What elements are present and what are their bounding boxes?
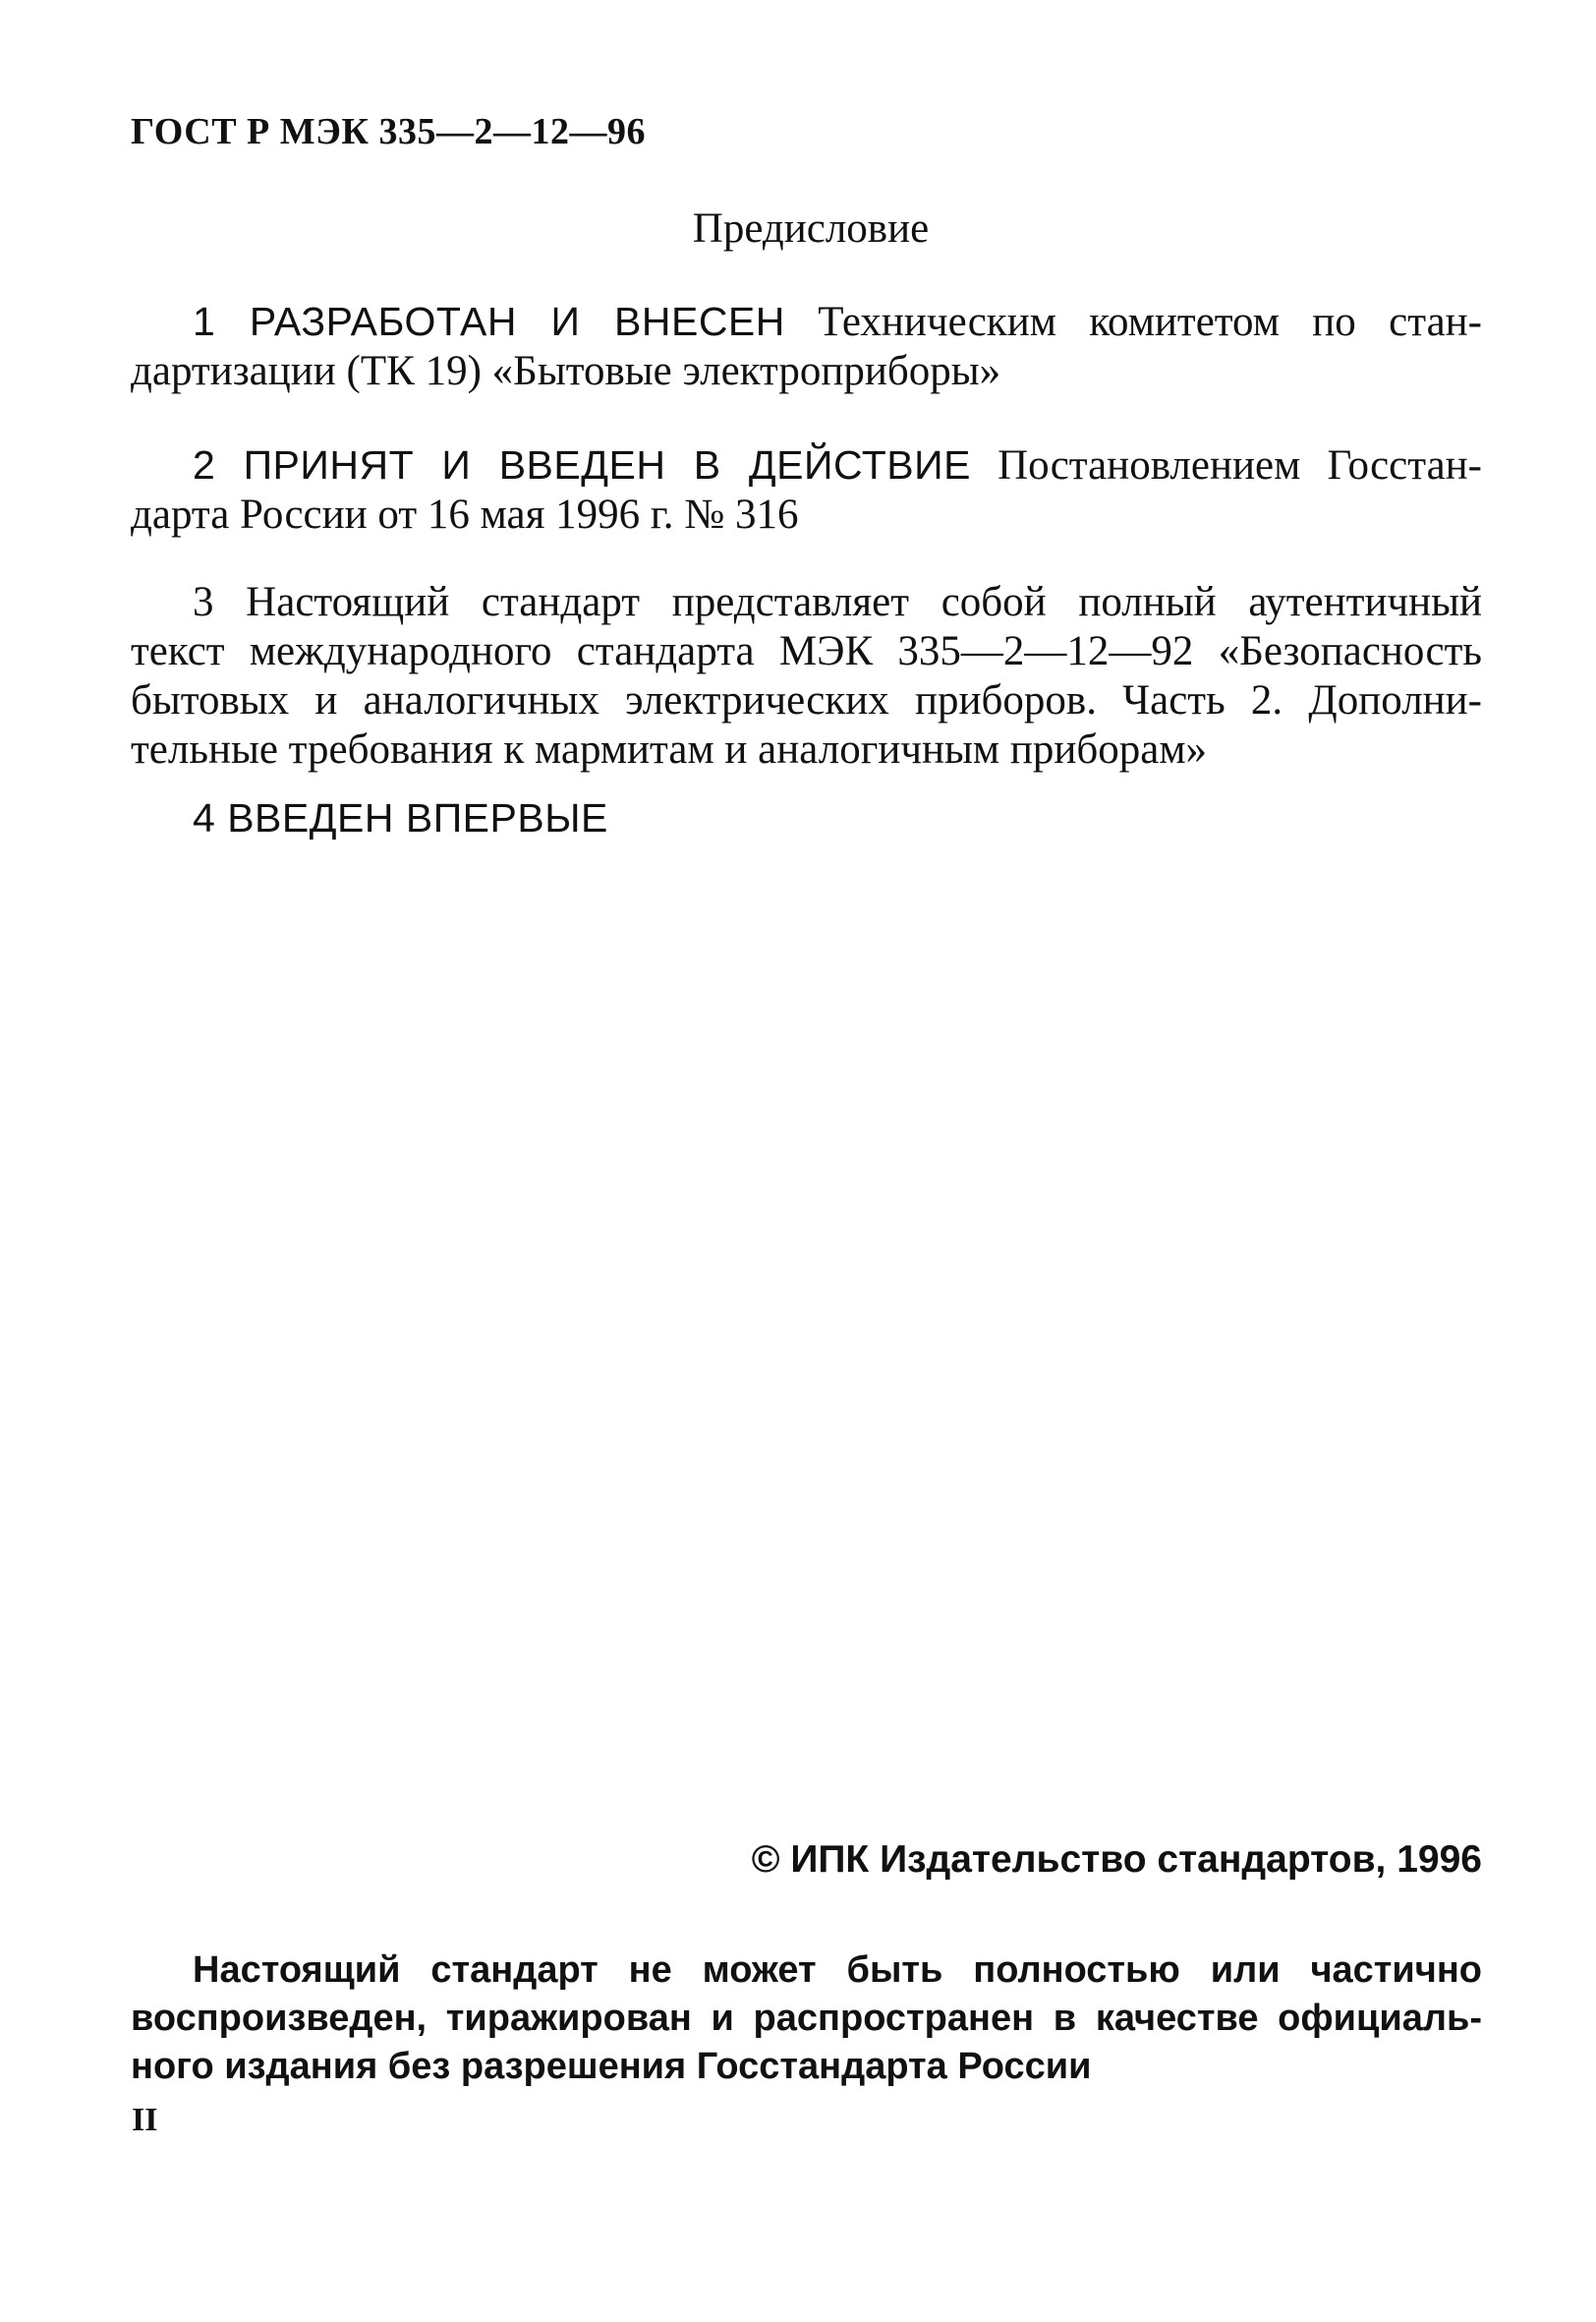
reproduction-notice-line-2: воспроизведен, тиражирован и распространен в качестве официаль- bbox=[131, 1998, 1482, 2039]
page-number: II bbox=[132, 2102, 158, 2138]
preface-item-1-lead: 1 РАЗРАБОТАН И ВНЕСЕН bbox=[193, 299, 785, 344]
preface-item-1-line-1 bbox=[131, 297, 1482, 347]
preface-item-1-line-2: дартизации (ТК 19) «Бытовые электроприборы» bbox=[131, 348, 1001, 394]
preface-item-3-line-4: тельные требования к мармитам и аналогичным приборам» bbox=[131, 726, 1208, 773]
reproduction-notice bbox=[131, 1946, 1482, 2091]
preface-item-1 bbox=[131, 297, 1482, 396]
preface-item-4-line-1 bbox=[131, 793, 1482, 843]
reproduction-notice-line-3: ного издания без разрешения Госстандарта России bbox=[131, 2046, 1092, 2087]
preface-item-2-lead: 2 ПРИНЯТ И ВВЕДЕН В ДЕЙСТВИЕ bbox=[193, 442, 971, 488]
preface-item-2-line-2: дарта России от 16 мая 1996 г. № 316 bbox=[131, 492, 799, 538]
preface-item-2 bbox=[131, 440, 1482, 540]
document-header-code: ГОСТ Р МЭК 335—2—12—96 bbox=[131, 111, 646, 152]
preface-item-3-line-3: бытовых и аналогичных электрических приборов. Часть 2. Дополни- bbox=[131, 677, 1482, 724]
preface-item-4 bbox=[131, 793, 1482, 843]
preface-title: Предисловие bbox=[692, 205, 930, 252]
preface-item-2-line-1 bbox=[131, 440, 1482, 491]
preface-item-2-text: Постановлением Госстан- bbox=[970, 442, 1482, 489]
preface-item-3-line-1: 3 Настоящий стандарт представляет собой полный аутентичный bbox=[193, 579, 1482, 625]
preface-item-3-line-2: текст международного стандарта МЭК 335—2—12—92 «Безопасность bbox=[131, 628, 1482, 674]
reproduction-notice-line-1: Настоящий стандарт не может быть полностью или частично bbox=[193, 1949, 1482, 1991]
preface-item-4-lead: 4 ВВЕДЕН ВПЕРВЫЕ bbox=[193, 795, 608, 841]
copyright-line: © ИПК Издательство стандартов, 1996 bbox=[751, 1838, 1482, 1881]
preface-item-3 bbox=[131, 578, 1482, 775]
preface-item-1-text: Техническим комитетом по стан- bbox=[784, 299, 1482, 345]
